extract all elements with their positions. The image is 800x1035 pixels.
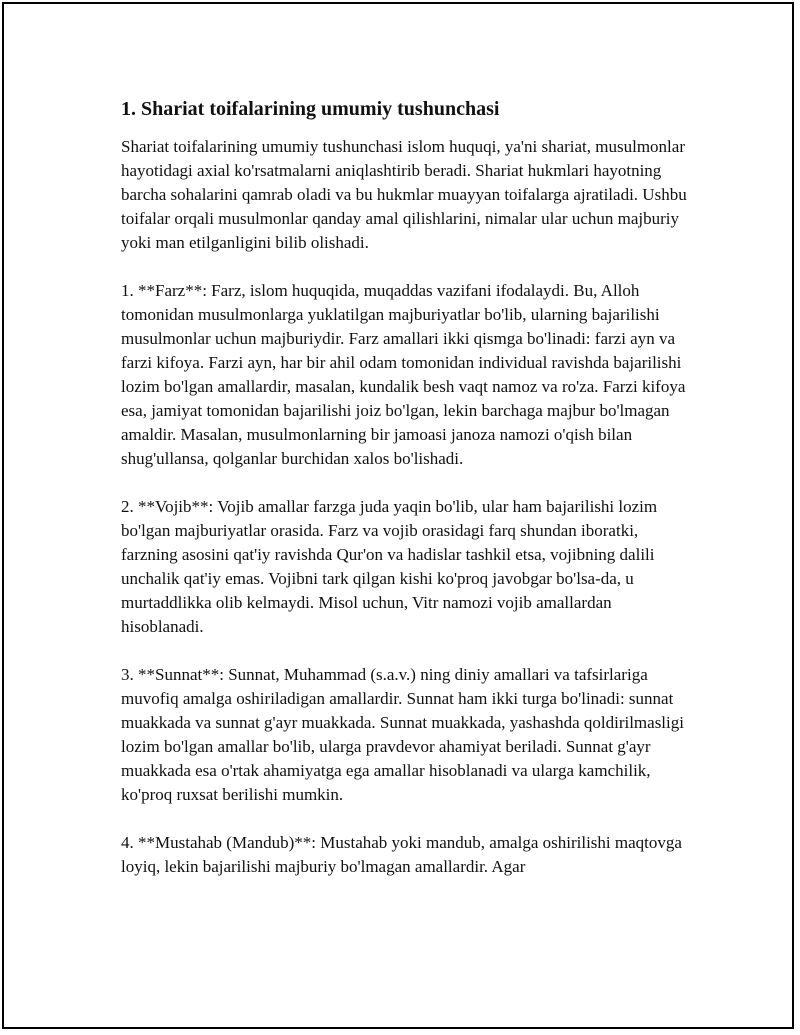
document-body <box>121 96 691 903</box>
vojib-paragraph: 2. **Vojib**: Vojib amallar farzga juda yaqin bo'lib, ular ham bajarilishi lozim bo'lgan majburiyatlar orasida. Farz va vojib orasidagi farq shundan iboratki, farzning asosini qat'iy ravishda Qur'on va hadislar tashkil etsa, vojibning dalili unchalik qat'iy emas. Vojibni tark qilgan kishi ko'proq javobgar bo'lsa-da, u murtaddlikka olib kelmaydi. Misol uchun, Vitr namozi vojib amallardan hisoblanadi. <box>121 497 658 636</box>
mustahab-paragraph: 4. **Mustahab (Mandub)**: Mustahab yoki mandub, amalga oshirilishi maqtovga loyiq, lekin bajarilishi majburiy bo'lmagan amallardir. Agar <box>121 833 682 876</box>
intro-paragraph: Shariat toifalarining umumiy tushunchasi islom huquqi, ya'ni shariat, musulmonlar hayotidagi axial ko'rsatmalarni aniqlashtirib beradi. Shariat hukmlari hayotning barcha sohalarini qamrab oladi va bu hukmlar muayyan toifalarga ajratiladi. Ushbu toifalar orqali musulmonlar qanday amal qilishlarini, nimalar ular uchun majburiy yoki man etilganligini bilib olishadi. <box>121 137 687 252</box>
farz-paragraph: 1. **Farz**: Farz, islom huquqida, muqaddas vazifani ifodalaydi. Bu, Alloh tomonidan musulmonlarga yuklatilgan majburiyatlar bo'lib, ularning bajarilishi musulmonlar uchun majburiydir. Farz amallari ikki qismga bo'linadi: farzi ayn va farzi kifoya. Farzi ayn, har bir ahil odam tomonidan individual ravishda bajarilishi lozim bo'lgan amallardir, masalan, kundalik besh vaqt namoz va ro'za. Farzi kifoya esa, jamiyat tomonidan bajarilishi joiz bo'lgan, lekin barchaga majbur bo'lmagan amaldir. Masalan, musulmonlarning bir jamoasi janoza namozi o'qish bilan shug'ullansa, qolganlar burchidan xalos bo'lishadi. <box>121 281 686 468</box>
page-frame <box>2 2 794 1029</box>
sunnat-paragraph: 3. **Sunnat**: Sunnat, Muhammad (s.a.v.) ning diniy amallari va tafsirlariga muvofiq amalga oshiriladigan amallardir. Sunnat ham ikki turga bo'linadi: sunnat muakkada va sunnat g'ayr muakkada. Sunnat muakkada, yashashda qoldirilmasligi lozim bo'lgan amallar bo'lib, ularga pravdevor ahamiyat beriladi. Sunnat g'ayr muakkada esa o'rtak ahamiyatga ega amallar hisoblanadi va ularga kamchilik, ko'proq ruxsat berilishi mumkin. <box>121 665 684 804</box>
section-heading: 1. Shariat toifalarining umumiy tushunchasi <box>121 98 500 120</box>
